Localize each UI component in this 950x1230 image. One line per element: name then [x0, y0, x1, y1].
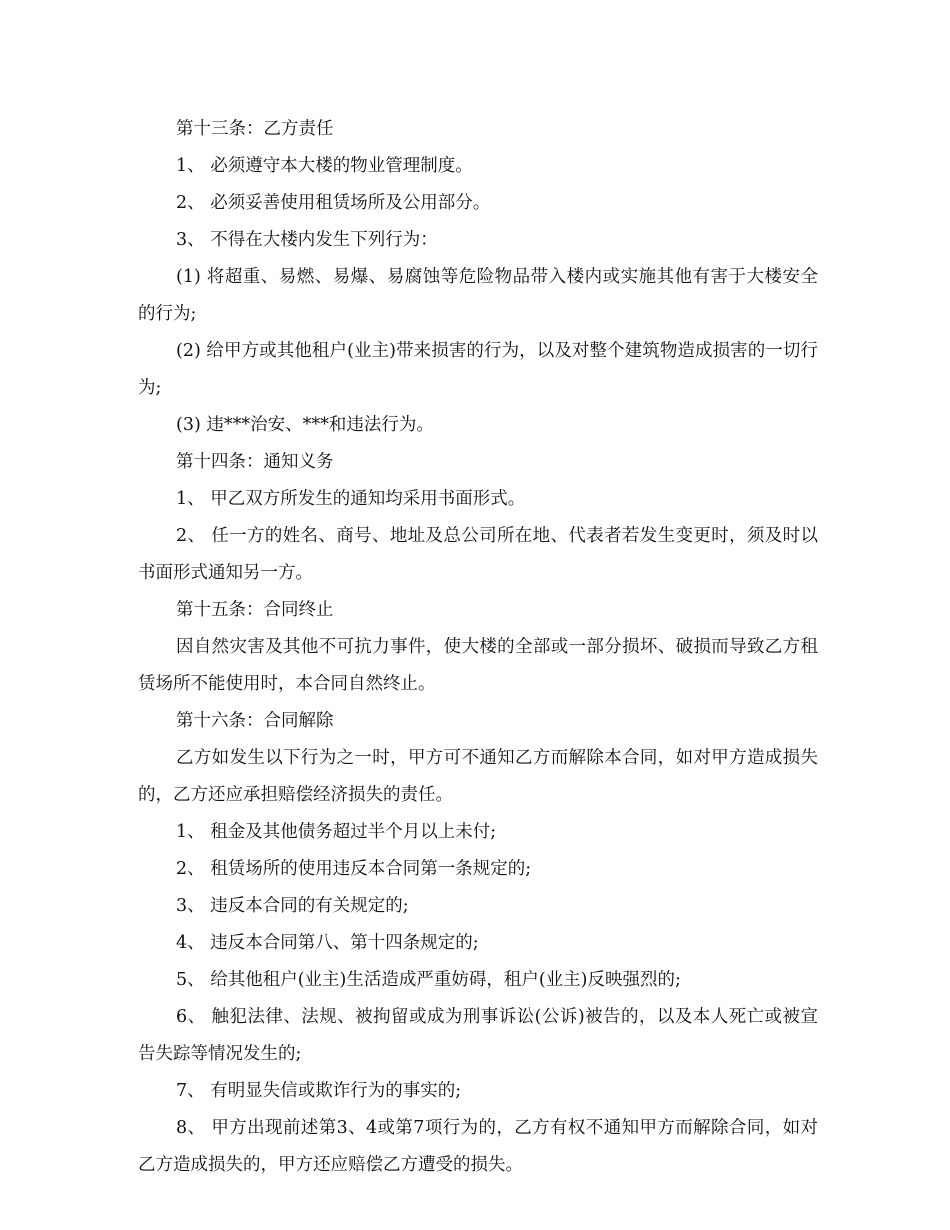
article-16-heading: 第十六条：合同解除: [176, 711, 334, 731]
article-14-heading: 第十四条：通知义务: [176, 452, 334, 472]
article-16-item-2: 2、 租赁场所的使用违反本合同第一条规定的;: [176, 859, 532, 879]
article-15-heading: 第十五条：合同终止: [176, 600, 334, 620]
article-16-body: 乙方如发生以下行为之一时，甲方可不通知乙方而解除本合同，如对甲方造成损失的，乙方还应承担赔偿经济损失的责任。: [138, 748, 818, 805]
article-13-subitem-1: (1) 将超重、易燃、易爆、易腐蚀等危险物品带入楼内或实施其他有害于大楼安全的行为;: [138, 267, 818, 324]
article-13-item-2: 2、 必须妥善使用租赁场所及公用部分。: [176, 193, 491, 213]
article-13-item-3: 3、 不得在大楼内发生下列行为：: [176, 230, 438, 250]
article-13-subitem-3: (3) 违***治安、***和违法行为。: [176, 415, 434, 435]
article-16-item-5: 5、 给其他租户(业主)生活造成严重妨碍，租户(业主)反映强烈的;: [176, 970, 681, 990]
article-16-item-6: 6、 触犯法律、法规、被拘留或成为刑事诉讼(公诉)被告的，以及本人死亡或被宣告失踪等情况发生的;: [138, 1007, 818, 1064]
article-13-heading: 第十三条：乙方责任: [176, 119, 334, 139]
article-16-item-8: 8、 甲方出现前述第3、4或第7项行为的，乙方有权不通知甲方而解除合同，如对乙方造成损失的，甲方还应赔偿乙方遭受的损失。: [138, 1118, 818, 1175]
article-13-item-1: 1、 必须遵守本大楼的物业管理制度。: [176, 156, 473, 176]
document-body: [138, 111, 818, 1184]
article-15-body: 因自然灾害及其他不可抗力事件，使大楼的全部或一部分损坏、破损而导致乙方租赁场所不能使用时，本合同自然终止。: [138, 637, 818, 694]
article-16-item-4: 4、 违反本合同第八、第十四条规定的;: [176, 933, 479, 953]
article-16-item-3: 3、 违反本合同的有关规定的;: [176, 896, 409, 916]
article-16-item-1: 1、 租金及其他债务超过半个月以上未付;: [176, 822, 497, 842]
article-14-item-1: 1、 甲乙双方所发生的通知均采用书面形式。: [176, 489, 526, 509]
article-13-subitem-2: (2) 给甲方或其他租户(业主)带来损害的行为，以及对整个建筑物造成损害的一切行为;: [138, 341, 818, 398]
article-14-item-2: 2、 任一方的姓名、商号、地址及总公司所在地、代表者若发生变更时，须及时以书面形式通知另一方。: [138, 526, 818, 583]
article-16-item-7: 7、 有明显失信或欺诈行为的事实的;: [176, 1081, 462, 1101]
